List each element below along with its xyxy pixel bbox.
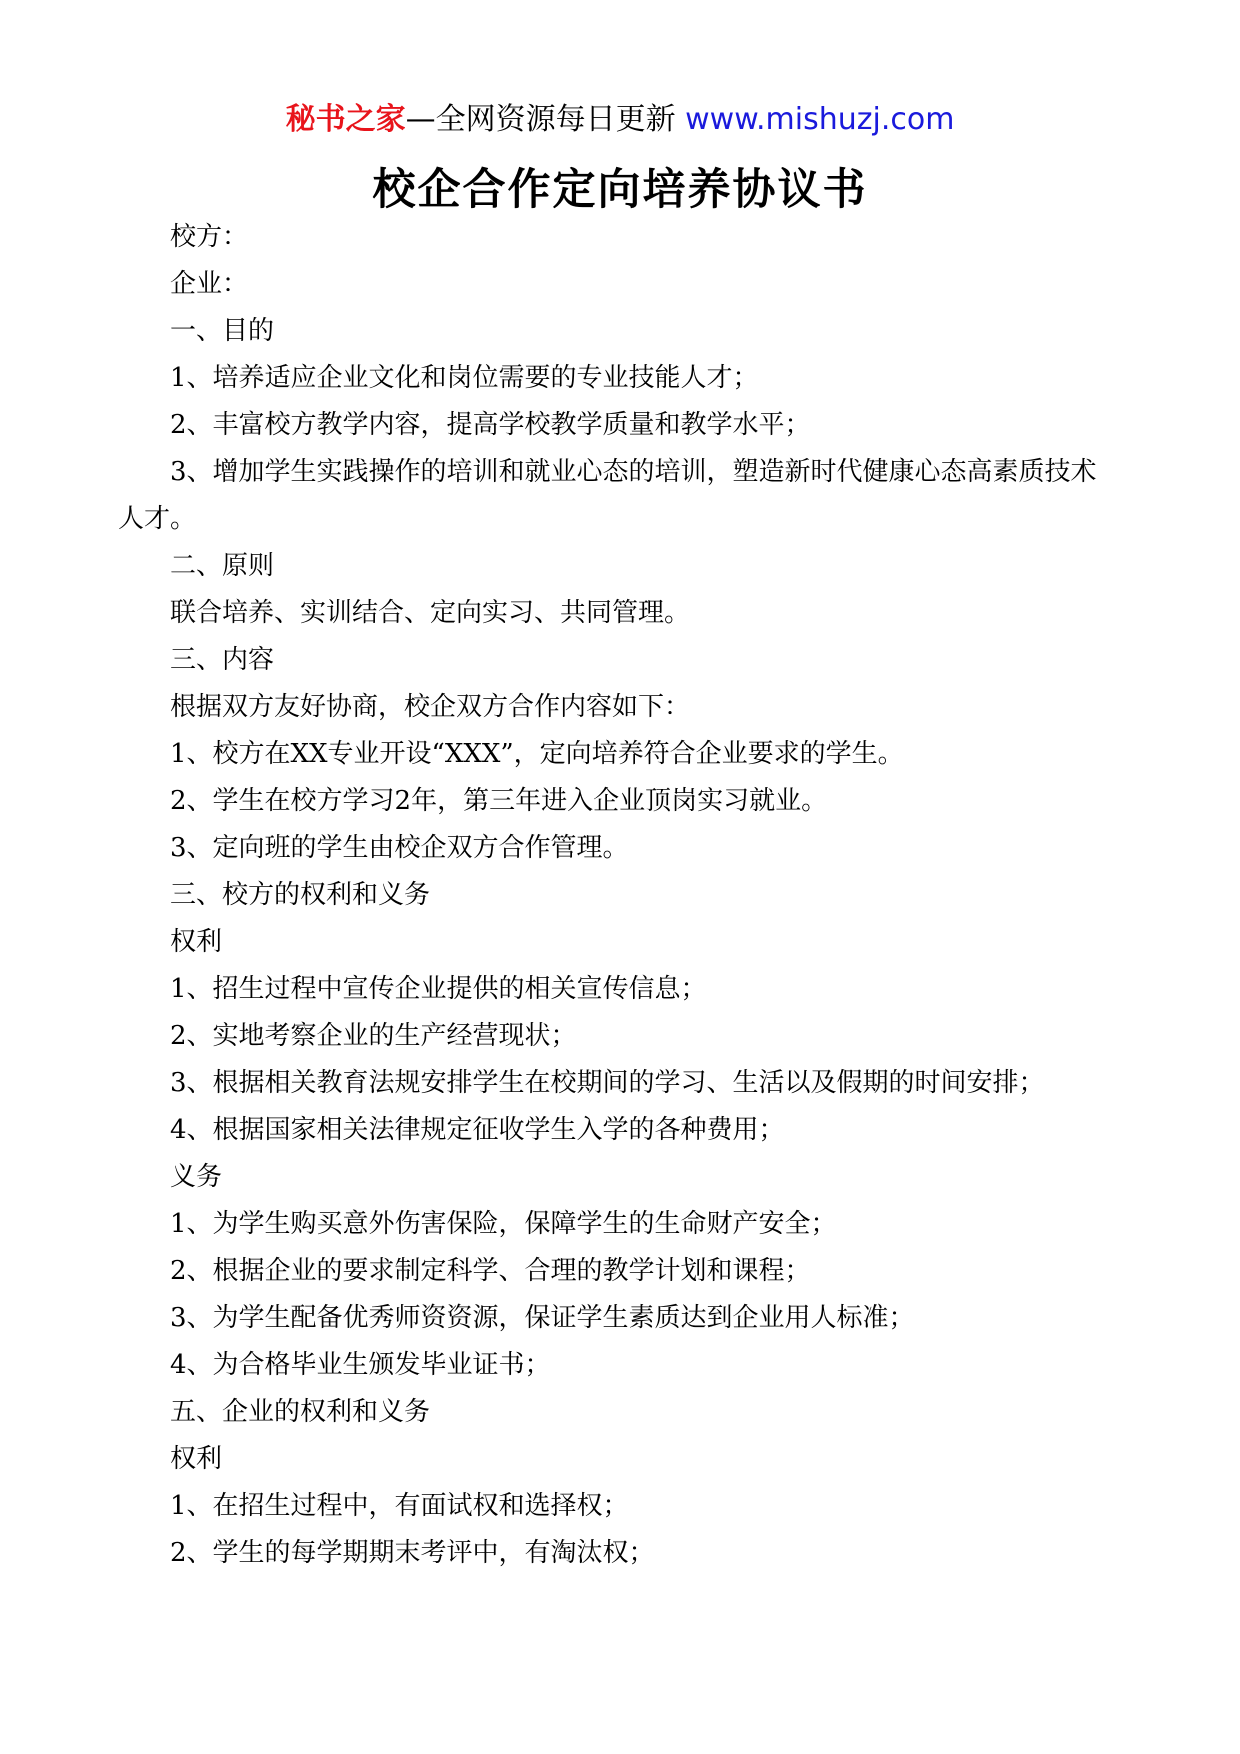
school-duty-item-2: 2、根据企业的要求制定科学、合理的教学计划和课程；: [170, 1256, 811, 1286]
school-right-item-1: 1、招生过程中宣传企业提供的相关宣传信息；: [170, 974, 707, 1004]
enterprise-right-item-2: 2、学生的每学期期末考评中，有淘汰权；: [170, 1538, 655, 1568]
subheading-enterprise-rights: 权利: [170, 1444, 223, 1474]
content-item-3: 3、定向班的学生由校企双方合作管理。: [170, 833, 629, 863]
content-item-1: 1、校方在XX专业开设“XXX”，定向培养符合企业要求的学生。: [170, 739, 904, 769]
enterprise-right-item-1: 1、在招生过程中，有面试权和选择权；: [170, 1491, 629, 1521]
brand-name: 秘书之家: [285, 102, 406, 137]
section-heading-principle: 二、原则: [170, 551, 275, 581]
section-heading-content: 三、内容: [170, 645, 275, 675]
document-title: 校企合作定向培养协议书: [372, 165, 868, 215]
site-url-link[interactable]: www.mishuzj.com: [685, 102, 955, 137]
school-right-item-4: 4、根据国家相关法律规定征收学生入学的各种费用；: [170, 1115, 785, 1145]
content-intro: 根据双方友好协商，校企双方合作内容如下：: [170, 692, 691, 722]
site-header-banner: [0, 100, 1240, 140]
purpose-item-2: 2、丰富校方教学内容，提高学校教学质量和教学水平；: [170, 410, 811, 440]
school-duty-item-1: 1、为学生购买意外伤害保险，保障学生的生命财产安全；: [170, 1209, 837, 1239]
section-heading-enterprise-rights-duties: 五、企业的权利和义务: [170, 1397, 431, 1427]
school-duty-item-4: 4、为合格毕业生颁发毕业证书；: [170, 1350, 551, 1380]
subheading-school-duties: 义务: [170, 1162, 223, 1192]
section-heading-school-rights-duties: 三、校方的权利和义务: [170, 880, 431, 910]
school-right-item-2: 2、实地考察企业的生产经营现状；: [170, 1021, 577, 1051]
school-duty-item-3: 3、为学生配备优秀师资资源，保证学生素质达到企业用人标准；: [170, 1303, 915, 1333]
header-tagline: —全网资源每日更新: [405, 102, 686, 137]
principle-text: 联合培养、实训结合、定向实习、共同管理。: [170, 598, 691, 628]
subheading-school-rights: 权利: [170, 927, 223, 957]
party-school-line: 校方：: [170, 222, 249, 252]
section-heading-purpose: 一、目的: [170, 316, 275, 346]
document-body: [118, 214, 1120, 1577]
content-item-2: 2、学生在校方学习2年，第三年进入企业顶岗实习就业。: [170, 786, 828, 816]
purpose-item-3: 3、增加学生实践操作的培训和就业心态的培训，塑造新时代健康心态高素质技术人才。: [118, 457, 1097, 534]
purpose-item-1: 1、培养适应企业文化和岗位需要的专业技能人才；: [170, 363, 759, 393]
school-right-item-3: 3、根据相关教育法规安排学生在校期间的学习、生活以及假期的时间安排；: [170, 1068, 1045, 1098]
party-enterprise-line: 企业：: [170, 269, 249, 299]
